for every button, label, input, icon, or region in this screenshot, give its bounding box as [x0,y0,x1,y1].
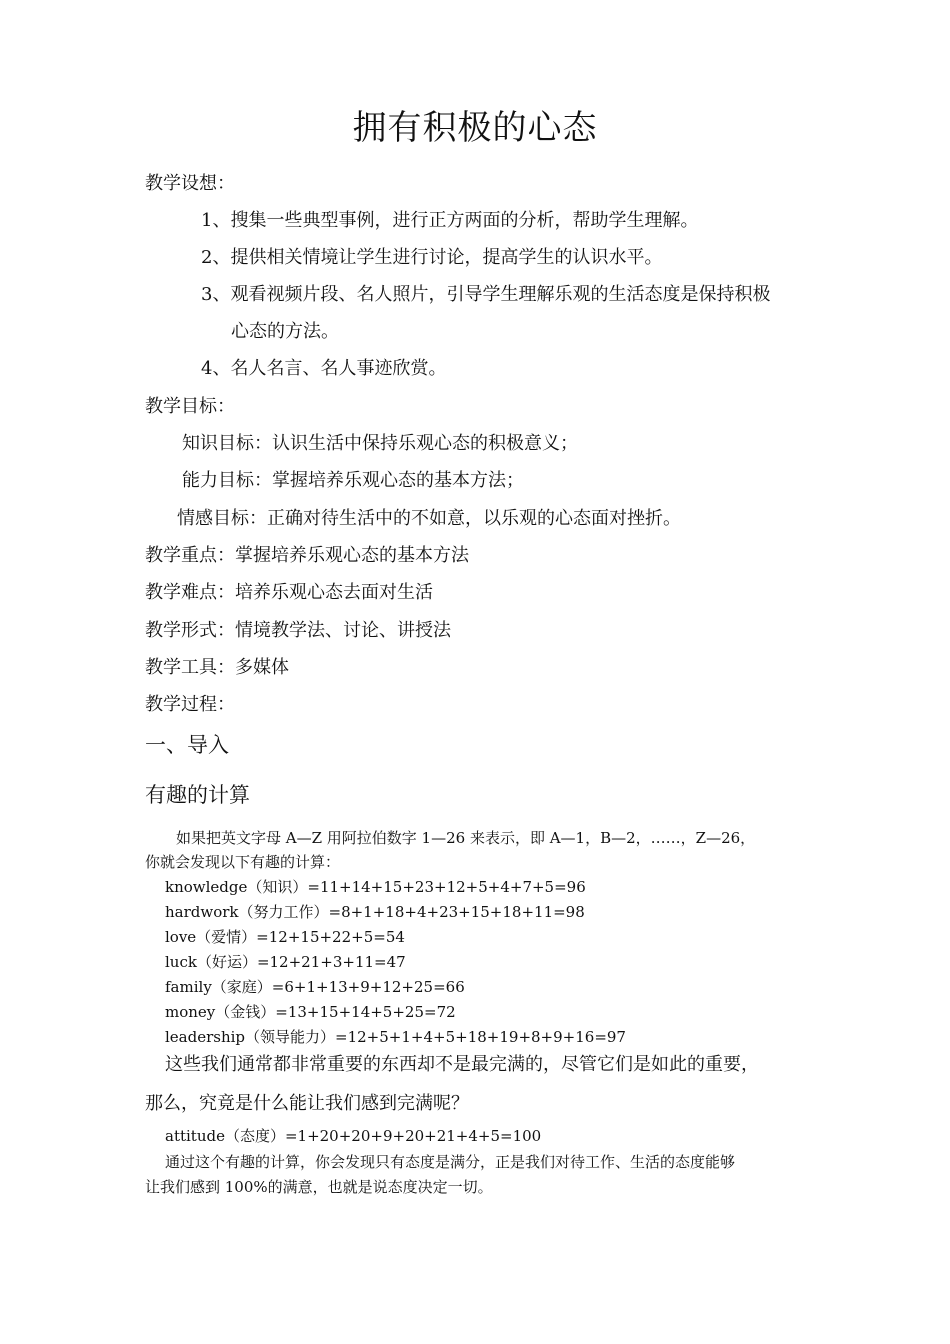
teaching-tools: 教学工具：多媒体 [145,657,289,678]
calc-attitude: attitude（态度）=1+20+20+9+20+21+4+5=100 [165,1127,542,1145]
design-item-3-cont: 心态的方法。 [231,321,339,342]
calc-knowledge: knowledge（知识）=11+14+15+23+12+5+4+7+5=96 [165,878,586,896]
design-item-3: 3、观看视频片段、名人照片，引导学生理解乐观的生活态度是保持积极 [201,284,771,305]
calc-love: love（爱情）=12+15+22+5=54 [165,928,405,946]
intro-line-1: 如果把英文字母 A—Z 用阿拉伯数字 1—26 来表示，即 A—1，B—2，……，Z—26， [176,829,756,847]
design-item-1: 1、搜集一些典型事例，进行正方两面的分析，帮助学生理解。 [201,210,699,231]
calc-hardwork: hardwork（努力工作）=8+1+18+4+23+15+18+11=98 [165,903,585,921]
page-title: 拥有积极的心态 [352,108,598,148]
question-line-2: 那么，究竟是什么能让我们感到完满呢？ [145,1093,469,1114]
section-heading: 一、导入 [145,733,229,757]
intro-line-2: 你就会发现以下有趣的计算： [145,853,341,871]
calc-family: family（家庭）=6+1+13+9+12+25=66 [165,978,465,996]
subsection-heading: 有趣的计算 [145,783,250,807]
goals-label: 教学目标： [145,396,235,417]
key-point: 教学重点：掌握培养乐观心态的基本方法 [145,545,469,566]
teaching-form: 教学形式：情境教学法、讨论、讲授法 [145,620,451,641]
design-item-2: 2、提供相关情境让学生进行讨论，提高学生的认识水平。 [201,247,663,268]
design-label: 教学设想： [145,173,235,194]
question-line-1: 这些我们通常都非常重要的东西却不是最完满的，尽管它们是如此的重要， [165,1054,759,1075]
difficulty: 教学难点：培养乐观心态去面对生活 [145,582,433,603]
goal-knowledge: 知识目标：认识生活中保持乐观心态的积极意义； [182,433,578,454]
process-label: 教学过程： [145,694,235,715]
design-item-4: 4、名人名言、名人事迹欣赏。 [201,358,447,379]
calc-leadership: leadership（领导能力）=12+5+1+4+5+18+19+8+9+16=97 [165,1028,626,1046]
goal-emotion: 情感目标：正确对待生活中的不如意，以乐观的心态面对挫折。 [177,508,681,529]
calc-luck: luck（好运）=12+21+3+11=47 [165,953,406,971]
conclusion-line-1: 通过这个有趣的计算，你会发现只有态度是满分，正是我们对待工作、生活的态度能够 [165,1153,736,1171]
conclusion-line-2: 让我们感到 100%的满意，也就是说态度决定一切。 [145,1178,493,1196]
calc-money: money（金钱）=13+15+14+5+25=72 [165,1003,456,1021]
goal-ability: 能力目标：掌握培养乐观心态的基本方法； [182,470,524,491]
